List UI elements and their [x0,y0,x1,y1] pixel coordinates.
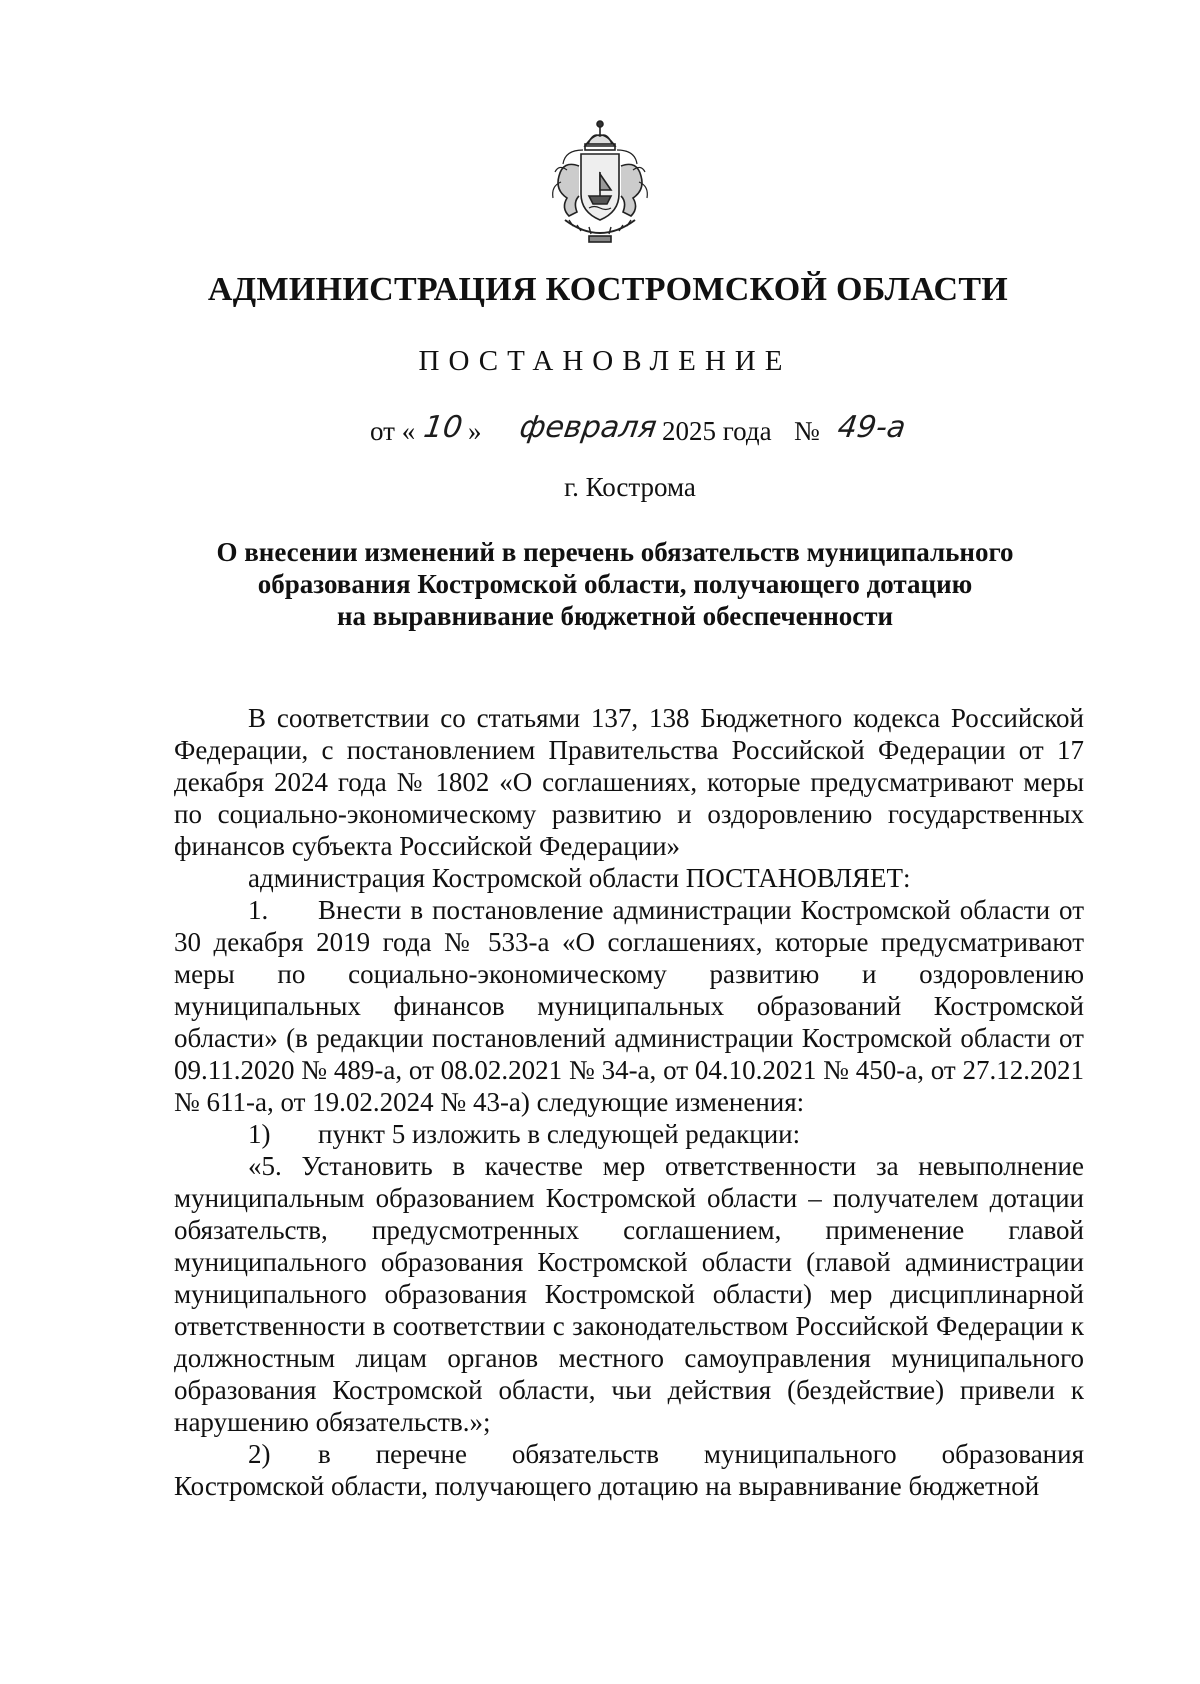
subitem-1-paragraph [174,1118,1084,1150]
document-number: 49-а [835,410,908,445]
item-1-number: 1. [248,895,269,925]
number-sign: № [794,416,820,446]
date-year: 2025 года [662,416,772,446]
date-day: 10 [421,410,465,445]
subitem-1-text: пункт 5 изложить в следующей редакции: [318,1119,801,1149]
organization-title: АДМИНИСТРАЦИЯ КОСТРОМСКОЙ ОБЛАСТИ [207,271,1009,308]
date-prefix: от « [370,416,416,446]
subitem-2-number: 2) [248,1439,271,1469]
date-month: февраля [517,410,659,445]
subitem-2-paragraph [174,1438,1084,1502]
coat-of-arms-emblem [545,116,655,248]
resolves-paragraph: администрация Костромской области ПОСТАНОВЛЯЕТ: [248,863,911,893]
document-type: ПОСТАНОВЛЕНИЕ [418,345,792,377]
document-body [174,702,1084,1502]
document-subject [0,536,1200,632]
subject-line: образования Костромской области, получающего дотацию [257,569,973,599]
city-line: г. Кострома [564,472,696,502]
item-1-paragraph [174,894,1084,1118]
subject-line: на выравнивание бюджетной обеспеченности [336,601,894,631]
date-line [370,410,1030,454]
item-1-text: Внести в постановление администрации Костромской области от 30 декабря 2019 года № 533-а «О соглашениях, которые предусматривают меры по социально-экономическому развитию и оздоровлению муниципальных финансов муниципальных образований Костромской области» (в редакции постановлений администрации Костромской области от 09.11.2020 № 489-а, от 08.02.2021 № 34-а, от 04.10.2021 № 450-а, от 27.12.2021 № 611-а, от 19.02.2024 № 43-а) следующие изменения: [174,895,1084,1117]
subitem-2-text: в перечне обязательств муниципального образования Костромской области, получающего дотацию на выравнивание бюджетной [174,1439,1084,1501]
quoted-paragraph: «5. Установить в качестве мер ответственности за невыполнение муниципальным образованием Костромской области – получателем дотации обязательств, предусмотренных соглашением, применение главой муниципального образования Костромской области (главой администрации муниципального образования Костромской области) мер дисциплинарной ответственности в соответствии с законодательством Российской Федерации к должностным лицам органов местного самоуправления муниципального образования Костромской области, чьи действия (бездействие) привели к нарушению обязательств.»; [174,1151,1084,1437]
date-day-close: » [468,416,482,446]
preamble-paragraph: В соответствии со статьями 137, 138 Бюджетного кодекса Российской Федерации, с постановлением Правительства Российской Федерации от 17 декабря 2024 года № 1802 «О соглашениях, которые предусматривают меры по социально-экономическому развитию и оздоровлению государственных финансов субъекта Российской Федерации» [174,703,1084,861]
subitem-1-number: 1) [248,1119,271,1149]
subject-line: О внесении изменений в перечень обязательств муниципального [216,537,1014,567]
